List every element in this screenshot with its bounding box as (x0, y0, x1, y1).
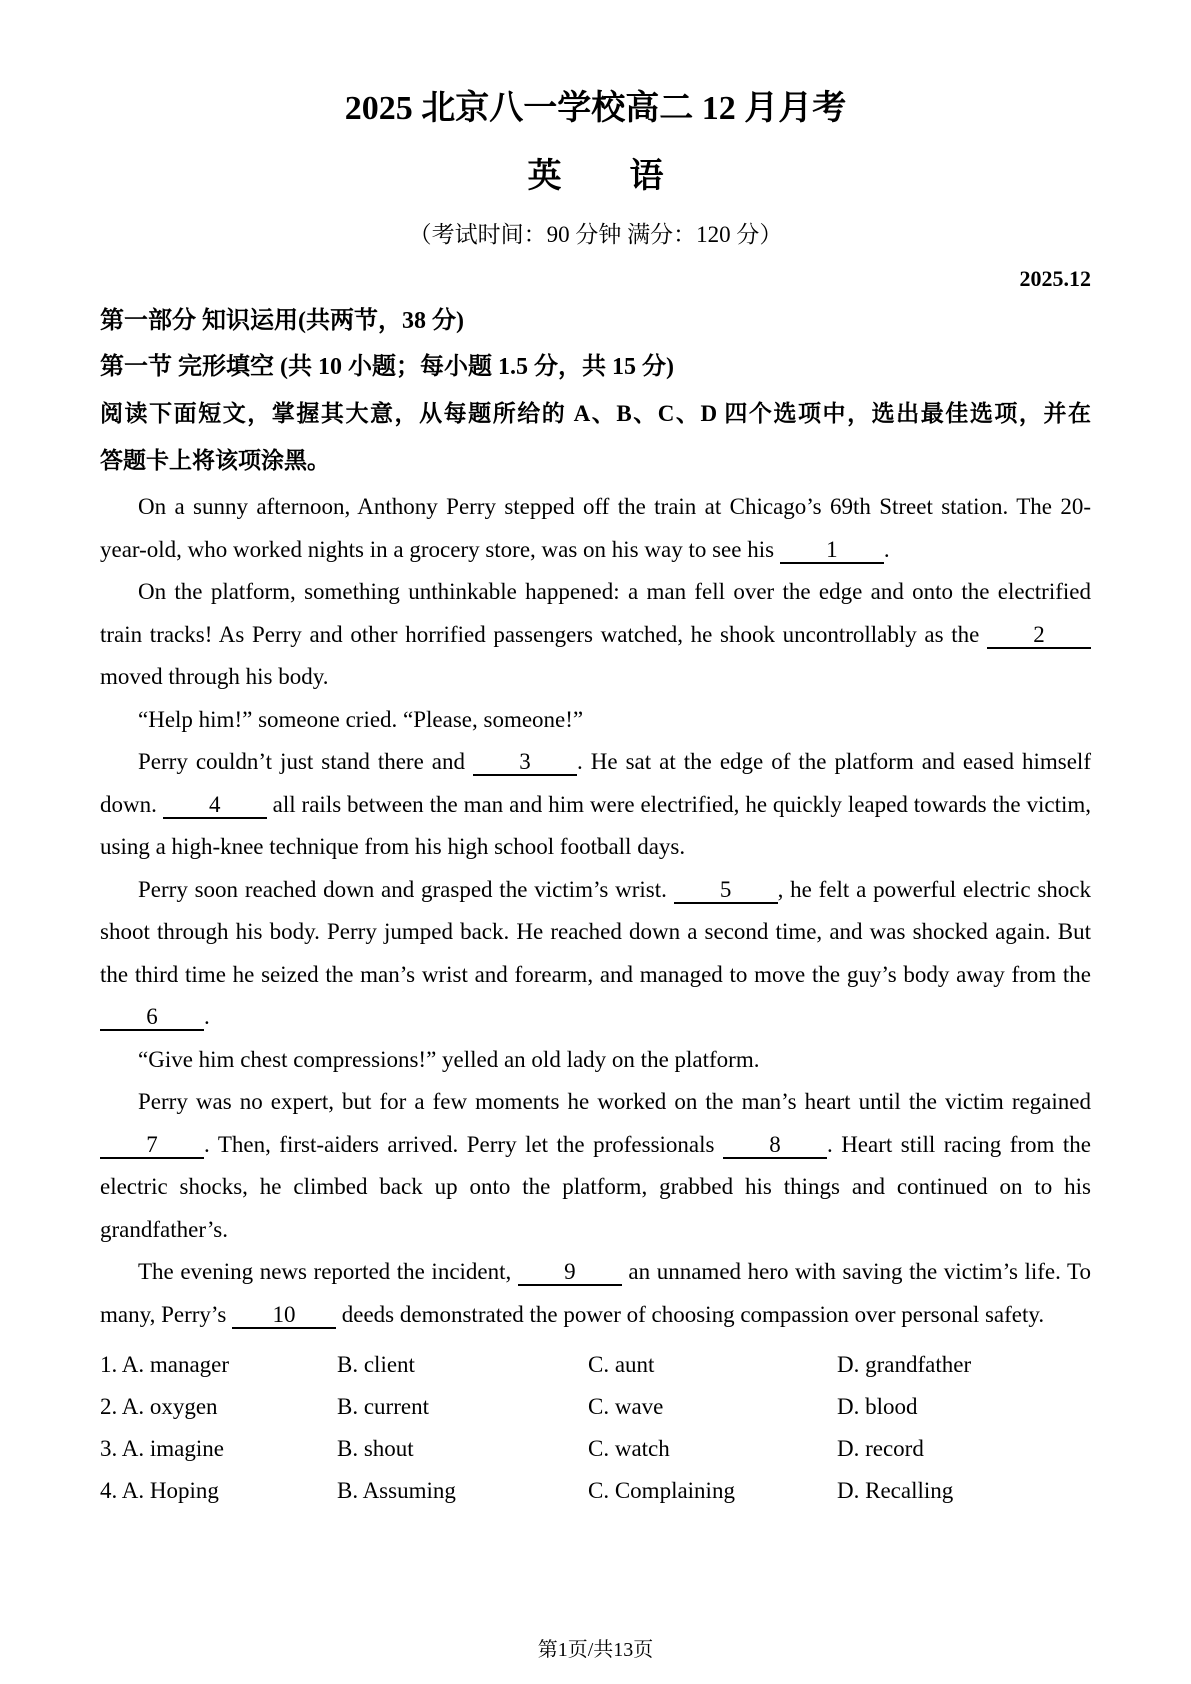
instructions-line-1: 阅读下面短文，掌握其大意，从每题所给的 A、B、C、D 四个选项中，选出最佳选项，并在 (100, 401, 1091, 426)
option-d: D. record (837, 1436, 924, 1461)
question-number: 3. (100, 1436, 122, 1461)
passage-paragraph: Perry couldn’t just stand there and 3 . He sat at the edge of the platform and eased himself down. 4 all rails between the man and him were electrified, he quickly leaped towards the victim, using a high-knee technique from his high school football days. (100, 749, 1091, 859)
cloze-blank-2: 2 (987, 622, 1091, 649)
passage-paragraph: “Give him chest compressions!” yelled an old lady on the platform. (138, 1046, 760, 1072)
cloze-blank-4: 4 (163, 792, 267, 819)
page-title: 2025 北京八一学校高二 12 月月考 (344, 90, 847, 127)
passage-paragraph: The evening news reported the incident, 9 an unnamed hero with saving the victim’s life. To many, Perry’s 10 deeds demonstrated the power of choosing compassion over personal safety. (100, 1251, 1091, 1336)
passage-paragraph: On a sunny afternoon, Anthony Perry stepped off the train at Chicago’s 69th Street station. The 20-year-old, who worked nights in a grocery store, was on his way to see his 1 . (100, 486, 1091, 571)
option-a: 1. A. manager (100, 1352, 230, 1377)
cloze-blank-9: 9 (518, 1259, 622, 1286)
instructions (100, 390, 1091, 484)
option-row (100, 1344, 1091, 1386)
option-a: 2. A. oxygen (100, 1394, 218, 1419)
part1-heading: 第一部分 知识运用(共两节，38 分) (100, 308, 464, 334)
option-c: C. wave (588, 1394, 664, 1419)
cloze-blank-5: 5 (674, 877, 778, 904)
question-number: 4. (100, 1478, 122, 1503)
passage-paragraph: Perry soon reached down and grasped the victim’s wrist. 5 , he felt a powerful electric shock shoot through his body. Perry jumped back. He reached down a second time, and was shocked again. But the third time he seized the man’s wrist and forearm, and managed to move the guy’s body away from the 6 . (100, 869, 1091, 1039)
passage-paragraph: “Help him!” someone cried. “Please, someone!” (138, 706, 584, 732)
cloze-blank-8: 8 (723, 1132, 827, 1159)
option-b: B. client (337, 1352, 415, 1377)
option-a: 3. A. imagine (100, 1436, 224, 1461)
exam-date: 2025.12 (1019, 266, 1091, 291)
option-a: 4. A. Hoping (100, 1478, 219, 1503)
option-c: C. aunt (588, 1352, 655, 1377)
cloze-blank-6: 6 (100, 1004, 204, 1031)
passage-paragraph: Perry was no expert, but for a few moments he worked on the man’s heart until the victim regained 7 . Then, first-aiders arrived. Perry let the professionals 8 . Heart still racing from the electric shocks, he climbed back up onto the platform, grabbed his things and continued on to his grandfather’s. (100, 1089, 1091, 1242)
cloze-blank-1: 1 (780, 537, 884, 564)
option-b: B. current (337, 1394, 429, 1419)
option-d: D. grandfather (837, 1352, 972, 1377)
option-c: C. watch (588, 1436, 670, 1461)
instructions-line-2: 答题卡上将该项涂黑。 (100, 448, 330, 473)
subject-title: 英语 (527, 158, 732, 195)
page-footer (0, 1638, 1191, 1662)
cloze-blank-7: 7 (100, 1132, 204, 1159)
passage-paragraph: On the platform, something unthinkable happened: a man fell over the edge and onto the electrified train tracks! As Perry and other horrified passengers watched, he shook uncontrollably as the 2 moved through his body. (100, 579, 1091, 689)
option-c: C. Complaining (588, 1478, 735, 1503)
option-d: D. blood (837, 1394, 918, 1419)
question-number: 2. (100, 1394, 122, 1419)
cloze-options (100, 1344, 1091, 1512)
option-b: B. Assuming (337, 1478, 456, 1503)
option-row (100, 1470, 1091, 1512)
cloze-passage (100, 486, 1091, 1336)
page-number: 第1页/共13页 (537, 1639, 654, 1661)
question-number: 1. (100, 1352, 122, 1377)
section1-heading: 第一节 完形填空 (共 10 小题；每小题 1.5 分，共 15 分) (100, 354, 674, 380)
option-d: D. Recalling (837, 1478, 954, 1503)
cloze-blank-3: 3 (473, 749, 577, 776)
option-b: B. shout (337, 1436, 414, 1461)
exam-info: （考试时间：90 分钟 满分：120 分） (408, 222, 783, 247)
cloze-blank-10: 10 (232, 1302, 336, 1329)
option-row (100, 1386, 1091, 1428)
option-row (100, 1428, 1091, 1470)
